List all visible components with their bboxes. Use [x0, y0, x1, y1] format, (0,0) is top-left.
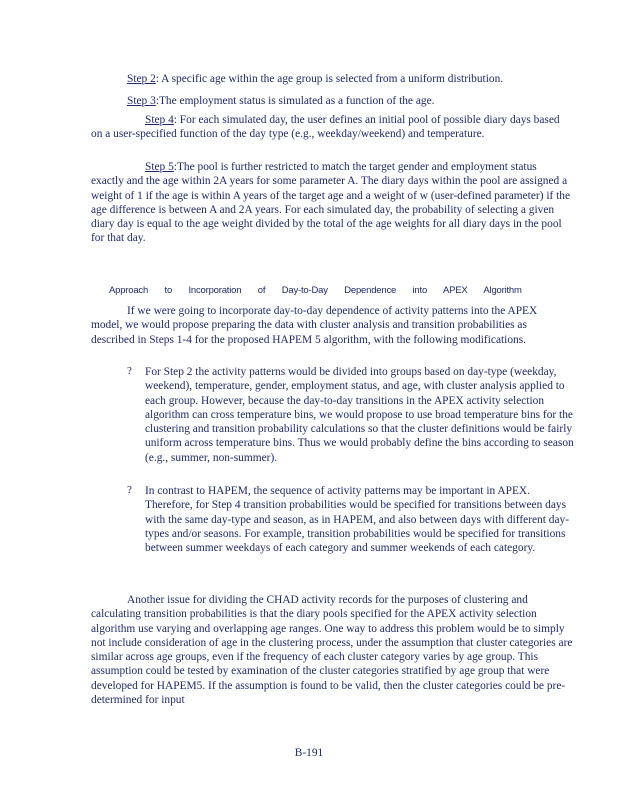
step-5-paragraph [91, 160, 571, 246]
step-5-text: :The pool is further restricted to match the target gender and employment status exactly and the age within 2A years for some parameter A. The diary days within the pool are assigned a weight of 1 if the age is within A years of the target age and a weight of w (user-defined parameter) if the age difference is between A and 2A years. For each simulated day, the probability of selecting a given diary day is equal to the age weight divided by the total of the age weights for all diary days in the pool for that day. [91, 161, 571, 245]
step-2-label: Step 2 [127, 73, 156, 85]
step-4-label: Step 4 [145, 114, 174, 126]
page-number: B-191 [294, 747, 324, 759]
section-heading: Approach to Incorporation of Day-to-Day Dependence into APEX Algorithm [109, 285, 522, 296]
step-3-label: Step 3 [127, 95, 156, 107]
step-3-paragraph [127, 94, 567, 108]
step-2-paragraph [127, 72, 567, 86]
step-2-text: : A specific age within the age group is selected from a uniform distribution. [155, 73, 504, 85]
age-ranges-paragraph: Another issue for dividing the CHAD activity records for the purposes of clustering and calculating transition probabilities is that the diary pools specified for the APEX activity selection algorithm use varying and overlapping age ranges. One way to address this problem would be to simply not include consideration of age in the clustering process, under the assumption that cluster categories are similar across age groups, even if the frequency of each cluster category varies by age group. This assumption could be tested by examination of the cluster categories stratified by age group that were developed for HAPEM5. If the assumption is found to be valid, then the cluster categories could be pre-determined for input [91, 594, 573, 707]
bullet-marker: ? [127, 365, 132, 377]
step-4-text: : For each simulated day, the user defines an initial pool of possible diary days based on a user-specified function of the day type (e.g., weekday/weekend) and temperature. [91, 114, 560, 141]
bullet-item-temperature-bins: For Step 2 the activity patterns would be divided into groups based on day-type (weekday, weekend), temperature, gender, employment status, and age, with cluster analysis applied to each group. However, because the day-to-day transitions in the APEX activity selection algorithm can cross temperature bins, we would propose to use broad temperature bins for the clustering and transition probability calculations so that the cluster definitions would be fairly uniform across temperature bins. Thus we would probably define the bins according to season (e.g., summer, non-summer). [145, 366, 574, 464]
bullet-item-transition-probabilities: In contrast to HAPEM, the sequence of activity patterns may be important in APEX. Therefore, for Step 4 transition probabilities would be specified for transitions between days with the same day-type and season, as in HAPEM, and also between days with different day-types and/or seasons. For example, transition probabilities would be specified for transitions between summer weekdays of each category and summer weekends of each category. [145, 485, 569, 555]
bullet-marker: ? [127, 484, 132, 496]
step-3-text: :The employment status is simulated as a function of the age. [155, 95, 435, 107]
step-5-label: Step 5 [145, 161, 174, 173]
step-4-paragraph [91, 113, 571, 142]
intro-paragraph: If we were going to incorporate day-to-day dependence of activity patterns into the APEX model, we would propose preparing the data with cluster analysis and transition probabilities as described in Steps 1-4 for the proposed HAPEM 5 algorithm, with the following modifications. [91, 305, 538, 346]
